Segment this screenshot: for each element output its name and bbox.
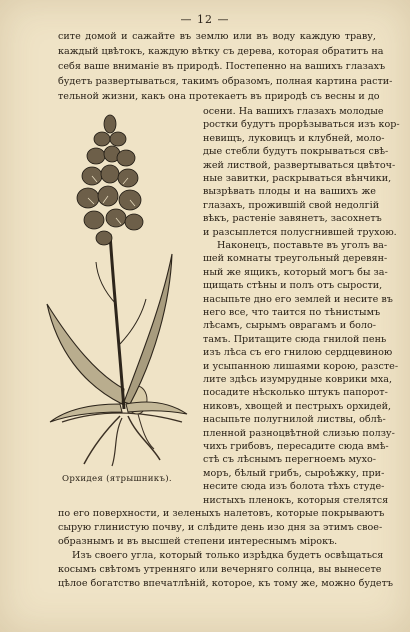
text-line: тельной жизни, какъ она протекаетъ въ природѣ съ весны и до xyxy=(58,91,380,102)
text-line: ный же ящикъ, который могъ бы за- xyxy=(203,266,388,278)
text-line: изъ лѣса съ его гнилою сердцевиною xyxy=(203,347,393,359)
text-line: лите здѣсь изумрудные коврики мха, xyxy=(203,374,393,385)
text-line: посадите нѣсколько штукъ папорот- xyxy=(203,387,388,399)
text-line: дые стебли будутъ покрываться свѣ- xyxy=(203,146,389,158)
text-line: ные завитки, раскрываться вѣнчики, xyxy=(203,173,392,184)
text-line: глазахъ, прожившій свой недолгій xyxy=(203,199,380,211)
text-line: чихъ грибовъ, пересадите сюда вмѣ- xyxy=(203,441,389,452)
text-line: будетъ развертываться, такимъ образомъ, полная картина расти- xyxy=(58,76,393,87)
text-line: каждый цвѣтокъ, каждую вѣтку съ дерева, которая обратитъ на xyxy=(58,46,384,57)
text-line: него все, что таится по тѣнистымъ xyxy=(203,307,381,318)
figure-caption: Орхидея (ятрышникъ). xyxy=(62,474,172,484)
text-line: невищъ, луковицъ и клубней, моло- xyxy=(203,132,385,144)
text-line: щищать стѣны и полъ отъ сырости, xyxy=(203,280,383,292)
text-line: стѣ съ лѣснымъ перегноемъ мухо- xyxy=(203,454,376,466)
text-line: жей листвой, развертываться цвѣточ- xyxy=(203,159,396,171)
page-number-header: — 12 — xyxy=(180,13,230,26)
text-line: себя ваше вниманіе въ природѣ. Постепенно на вашихъ глазахъ xyxy=(58,61,386,72)
text-line: Изъ своего угла, который только изрѣдка будетъ освѣщаться xyxy=(72,550,384,561)
text-line: по его поверхности, и зеленыхъ налетовъ, которые покрываютъ xyxy=(58,508,385,519)
text-line: шей комнаты треугольный деревян- xyxy=(203,253,388,265)
text-line: моръ, бѣлый грибъ, сыроѣжку, при- xyxy=(203,467,385,479)
text-line: косымъ свѣтомъ утренняго или вечерняго солнца, вы вынесете xyxy=(58,564,382,575)
text-line: Наконецъ, поставьте въ уголъ ва- xyxy=(217,240,388,251)
text-line: цѣлое богатство впечатлѣній, которое, къ тому же, можно будетъ xyxy=(58,578,393,589)
text-line: ростки будутъ прорѣзываться изъ кор- xyxy=(203,119,400,131)
text-line: сите домой и сажайте въ землю или въ воду каждую траву, xyxy=(58,31,376,42)
text-line: насыпьте дно его землей и несите въ xyxy=(203,293,393,305)
text-line: пленной разноцвѣтной слизью ползу- xyxy=(203,427,395,439)
text-line: несите сюда изъ болота тѣхъ студе- xyxy=(203,481,385,493)
text-line: вѣкъ, растеніе завянетъ, засохнетъ xyxy=(203,213,382,225)
text-line: и усыпанною лишаями корою, разсте- xyxy=(203,360,399,372)
text-line: и разсыплется полусгнившей трухою. xyxy=(203,226,397,238)
text-line: лѣсамъ, сырымъ оврагамъ и боло- xyxy=(203,320,376,332)
orchid-drawing xyxy=(42,104,192,472)
text-line: никовъ, хвощей и пестрыхъ орхидей, xyxy=(203,400,392,412)
text-line: нистыхъ пленокъ, которыя стелятся xyxy=(203,494,389,506)
text-line: образнымъ и въ высшей степени интереснымъ мірокъ. xyxy=(58,536,338,547)
text-line: тамъ. Притащите сюда гнилой пень xyxy=(203,333,387,345)
text-line: вызрѣвать плоды и на вашихъ же xyxy=(203,186,376,198)
text-line: сырую глинистую почву, и слѣдите день изо дня за этимъ свое- xyxy=(58,522,383,533)
text-line: насыпьте полугнилой листвы, облѣ- xyxy=(203,414,386,426)
text-line: осени. На вашихъ глазахъ молодые xyxy=(203,106,384,117)
orchid-illustration xyxy=(42,104,192,472)
